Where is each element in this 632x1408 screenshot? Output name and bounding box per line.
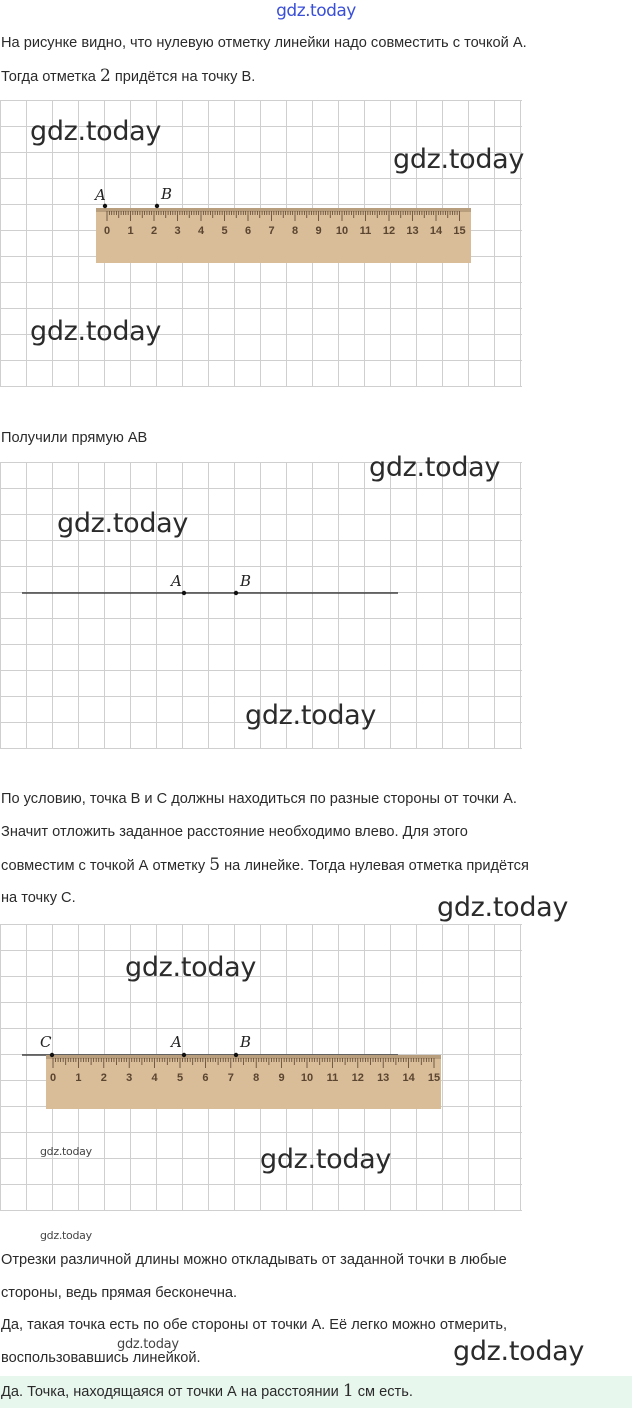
watermark: gdz.today [260,1144,392,1175]
ruler-label: 14 [429,225,443,237]
ruler-label: 12 [382,225,396,237]
watermark: gdz.today [40,1145,92,1158]
point-c [50,1053,54,1057]
ruler-label: 9 [278,1072,285,1084]
watermark: gdz.today [117,1337,179,1352]
paragraph-line [1,66,255,87]
ruler-label: 7 [268,225,275,237]
text: совместим с точкой А отметку [1,858,210,874]
ruler-label: 12 [351,1072,364,1084]
watermark: gdz.today [30,116,162,147]
ruler-label: 15 [427,1072,441,1084]
ruler-label: 8 [253,1072,260,1084]
ruler-label: 13 [377,1072,390,1084]
label-c: C [40,1033,52,1051]
watermark: gdz.today [40,1229,92,1242]
label-a: A [171,1033,182,1051]
ruler-label: 6 [202,1072,209,1084]
ruler [46,1055,441,1109]
site-logo[interactable]: gdz.today [276,1,356,21]
ruler-label: 3 [174,225,181,237]
ruler-label: 2 [100,1072,107,1084]
point-b [234,591,238,595]
label-b: B [240,572,252,590]
ruler [96,208,471,263]
watermark: gdz.today [453,1336,585,1367]
ruler-label: 2 [150,225,158,237]
ruler-label: 11 [359,225,372,237]
text: см есть. [353,1384,413,1400]
paragraph-line: По условию, точка В и С должны находиться по разные стороны от точки А. [1,791,517,807]
number: 1 [342,1381,354,1401]
paragraph-line: На рисунке видно, что нулевую отметку линейки надо совместить с точкой А. [1,35,527,51]
label-a: A [171,572,182,590]
ruler-label: 1 [127,225,134,237]
ruler-label: 10 [300,1072,314,1084]
watermark: gdz.today [125,952,257,983]
ruler-label: 10 [335,225,349,237]
point-b [234,1053,238,1057]
ruler-label: 3 [126,1072,133,1084]
paragraph-line [1,855,529,876]
paragraph-line: Да, такая точка есть по обе стороны от точки А. Её легко можно отмерить, [1,1317,508,1333]
ruler-label: 0 [103,225,111,237]
number: 5 [209,855,221,875]
paragraph-line: на точку С. [1,890,76,906]
ruler-label: 1 [75,1072,82,1084]
paragraph-line: Получили прямую АВ [1,430,148,446]
number: 2 [99,66,111,86]
watermark: gdz.today [245,700,377,731]
label-a: A [95,186,106,204]
point-b [155,204,159,208]
text: на линейке. Тогда нулевая отметка придётся [220,858,529,874]
ruler-label: 5 [176,1072,184,1084]
ruler-label: 14 [402,1072,415,1084]
watermark: gdz.today [30,316,162,347]
ruler-label: 6 [244,225,252,237]
ruler-label: 4 [197,225,205,237]
watermark: gdz.today [57,508,189,539]
ruler-label: 7 [227,1072,234,1084]
text: Тогда отметка [1,69,100,85]
ruler-label: 8 [291,225,299,237]
text: придётся на точку В. [110,69,256,85]
paragraph-line: стороны, ведь прямая бесконечна. [1,1285,238,1301]
ruler-label: 4 [151,1072,158,1084]
point-a [103,204,107,208]
paragraph-line: Значит отложить заданное расстояние необходимо влево. Для этого [1,824,468,840]
ruler-label: 0 [49,1072,57,1084]
label-b: B [161,185,173,203]
point-a [182,1053,186,1057]
paragraph-line: воспользовавшись линейкой. [1,1350,201,1366]
ruler-label: 11 [326,1072,339,1084]
answer-line [1,1381,413,1402]
ruler-label: 9 [315,225,322,237]
paragraph-line: Отрезки различной длины можно откладывать от заданной точки в любые [1,1252,507,1268]
ruler-label: 5 [221,225,228,237]
label-b: B [240,1033,252,1051]
watermark: gdz.today [369,452,501,483]
point-a [182,591,186,595]
watermark: gdz.today [437,892,569,923]
ruler-label: 13 [406,225,419,237]
watermark: gdz.today [393,144,525,175]
ruler-label: 15 [453,225,466,237]
text: Да. Точка, находящаяся от точки А на расстоянии [1,1384,343,1400]
